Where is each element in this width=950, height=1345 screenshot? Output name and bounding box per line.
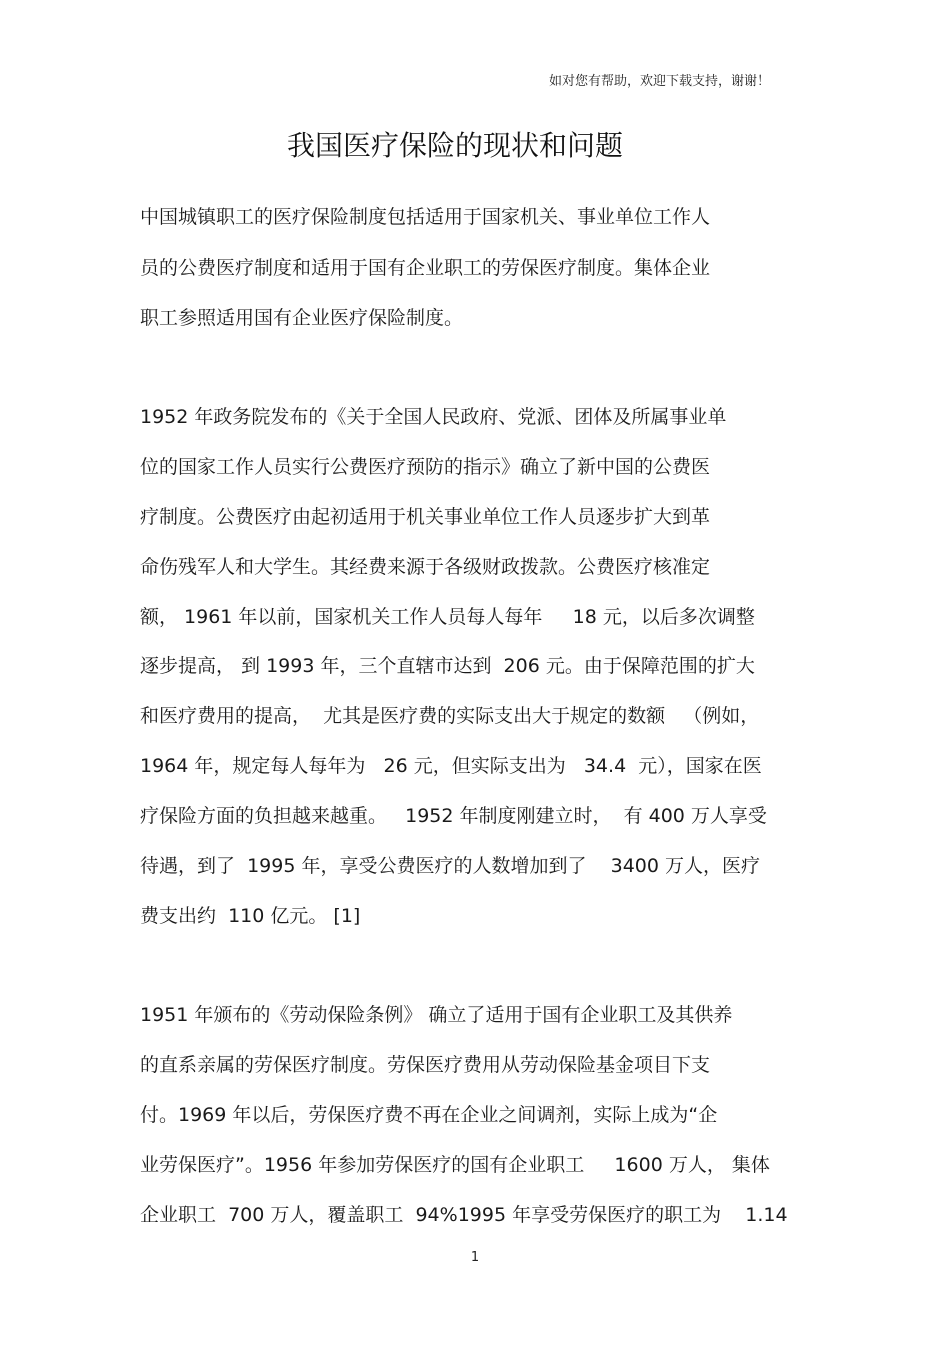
paragraph-line: 疗保险方面的负担越来越重。 1952 年制度刚建立时， 有 400 万人享受 <box>140 805 767 827</box>
paragraph-line: 的直系亲属的劳保医疗制度。劳保医疗费用从劳动保险基金项目下支 <box>140 1054 711 1076</box>
paragraph-line: 职工参照适用国有企业医疗保险制度。 <box>140 307 464 329</box>
paragraph-line: 1952 年政务院发布的《关于全国人民政府、党派、团体及所属事业单 <box>140 406 727 428</box>
paragraph-line: 疗制度。公费医疗由起初适用于机关事业单位工作人员逐步扩大到革 <box>140 506 711 528</box>
paragraph-line: 业劳保医疗”。1956 年参加劳保医疗的国有企业职工 1600 万人， 集体 <box>140 1154 770 1176</box>
paragraph-line: 付。1969 年以后，劳保医疗费不再在企业之间调剂，实际上成为“企 <box>140 1104 718 1126</box>
paragraph-line: 额， 1961 年以前，国家机关工作人员每人每年 18 元，以后多次调整 <box>140 606 755 628</box>
page-number: 1 <box>470 1250 480 1265</box>
paragraph-line: 逐步提高， 到 1993 年，三个直辖市达到 206 元。由于保障范围的扩大 <box>140 655 755 677</box>
document-title: 我国医疗保险的现状和问题 <box>286 129 623 162</box>
paragraph-line: 和医疗费用的提高， 尤其是医疗费的实际支出大于规定的数额 （例如， <box>140 705 760 727</box>
paragraph-line: 1951 年颁布的《劳动保险条例》 确立了适用于国有企业职工及其供养 <box>140 1004 733 1026</box>
paragraph-line: 命伤残军人和大学生。其经费来源于各级财政拨款。公费医疗核准定 <box>140 556 711 578</box>
paragraph-line: 费支出约 110 亿元。 [1] <box>140 905 361 927</box>
paragraph-line: 1964 年，规定每人每年为 26 元，但实际支出为 34.4 元），国家在医 <box>140 755 762 777</box>
paragraph-line: 企业职工 700 万人，覆盖职工 94%1995 年享受劳保医疗的职工为 1.14 <box>140 1204 788 1226</box>
paragraph-line: 位的国家工作人员实行公费医疗预防的指示》确立了新中国的公费医 <box>140 456 711 478</box>
paragraph-line: 员的公费医疗制度和适用于国有企业职工的劳保医疗制度。集体企业 <box>140 257 711 279</box>
paragraph-line: 中国城镇职工的医疗保险制度包括适用于国家机关、事业单位工作人 <box>140 206 711 228</box>
header-note: 如对您有帮助，欢迎下载支持，谢谢！ <box>548 74 770 89</box>
paragraph-line: 待遇，到了 1995 年，享受公费医疗的人数增加到了 3400 万人，医疗 <box>140 855 761 877</box>
